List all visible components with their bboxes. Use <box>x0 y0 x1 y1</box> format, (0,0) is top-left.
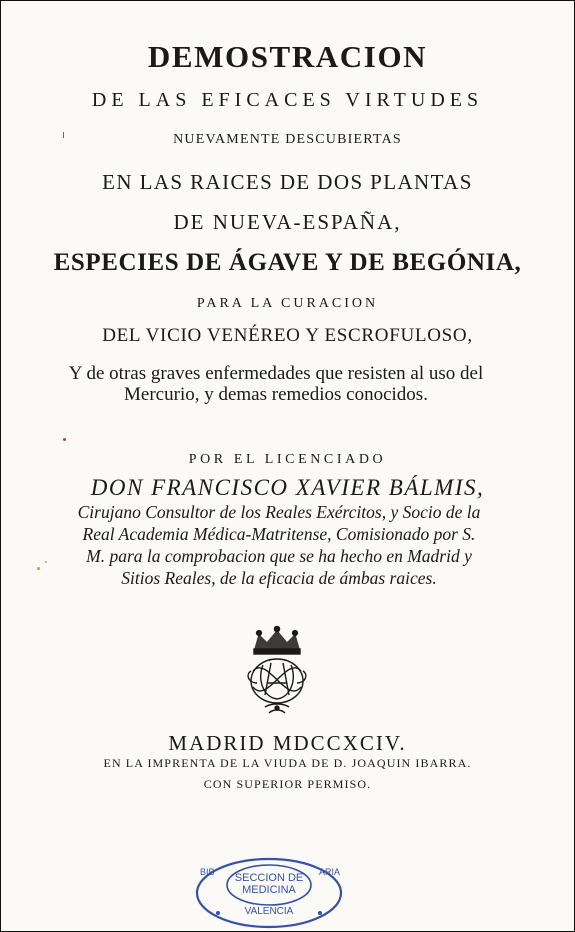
stamp-arc-right: ARIA <box>318 867 340 877</box>
foxing-speck <box>63 132 64 138</box>
foxing-speck <box>37 567 40 570</box>
book-title: DEMOSTRACION <box>147 39 428 74</box>
crowned-monogram-emblem-icon <box>227 625 327 721</box>
subtitle-line-1: DE LAS EFICACES VIRTUDES <box>91 89 484 111</box>
stamp-line-2: MEDICINA <box>242 884 296 896</box>
subtitle-line-7: DEL VICIO VENÉREO Y ESCROFULOSO, <box>102 325 473 346</box>
library-stamp <box>194 853 344 929</box>
subtitle-line-2: NUEVAMENTE DESCUBIERTAS <box>173 132 402 147</box>
subtitle-line-3: EN LAS RAICES DE DOS PLANTAS <box>102 170 473 194</box>
subtitle-line-5: ESPECIES DE ÁGAVE Y DE BEGÓNIA, <box>53 249 522 276</box>
printer-imprint: EN LA IMPRENTA DE LA VIUDA DE D. JOAQUIN IBARRA. <box>103 756 472 770</box>
stamp-arc-left: BIB <box>200 867 215 877</box>
foxing-speck <box>63 438 66 441</box>
permission-note: CON SUPERIOR PERMISO. <box>203 777 372 791</box>
author-name: DON FRANCISCO XAVIER BÁLMIS, <box>90 475 485 500</box>
description-paragraph: Y de otras graves enfermedades que resisten al uso del Mercurio, y demas remedios conocidos. <box>68 363 484 405</box>
place-and-date: MADRID MDCCXCIV. <box>168 731 407 755</box>
subtitle-line-6: PARA LA CURACION <box>196 296 379 311</box>
stamp-line-1: SECCION DE <box>234 872 304 884</box>
foxing-speck <box>45 561 47 563</box>
byline: POR EL LICENCIADO <box>188 452 387 467</box>
author-credentials: Cirujano Consultor de los Reales Exércitos, y Socio de la Real Academia Médica-Matritense, Comisionado por S. M. para la comprobacion que se ha hecho en Madrid y Sitios Reales, de la eficacia de ámbas raices. <box>77 502 481 588</box>
subtitle-line-4: DE NUEVA-ESPAÑA, <box>173 210 402 234</box>
stamp-city: VALENCIA <box>244 906 294 917</box>
